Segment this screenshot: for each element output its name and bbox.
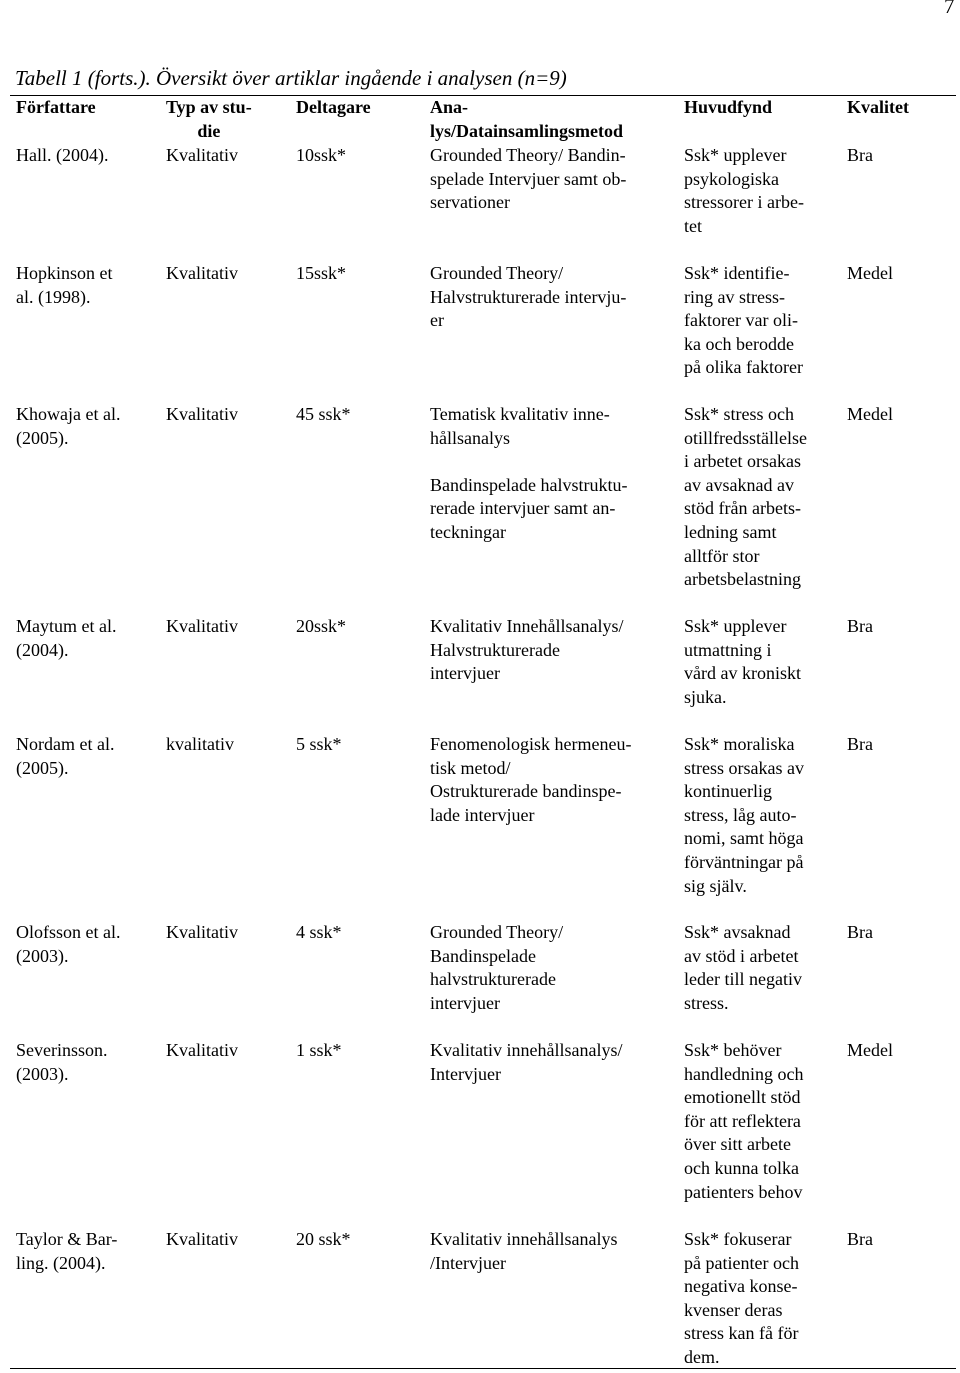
header-analys-line: Ana- [430,97,469,117]
cell-findings-line: Ssk* upplever [684,145,787,165]
cell-method-line: er [430,310,444,331]
cell-findings-line: sjuka. [684,686,727,707]
cell-findings-line: stress. [684,992,729,1013]
cell-author [16,1228,117,1275]
cell-method-line: intervjuer [430,992,500,1013]
cell-quality: Medel [847,1040,893,1060]
cell-method-line: halvstrukturerade [430,969,556,990]
cell-method-line: /Intervjuer [430,1252,506,1273]
cell-findings-line: ka och berodde [684,333,794,354]
cell-quality: Medel [847,404,893,424]
cell-findings-line: nomi, samt höga [684,828,804,849]
cell-method-line: Bandinspelade halvstruktu- [430,474,628,495]
cell-method-line: Kvalitativ innehållsanalys [430,1229,618,1249]
cell-findings-line: stress, låg auto- [684,804,797,825]
cell-findings-line: för att reflektera [684,1110,801,1131]
cell-author [16,733,114,780]
cell-author [16,403,120,450]
cell-findings-line: Ssk* stress och [684,404,795,424]
cell-method-line: Grounded Theory/ Bandin- [430,145,626,165]
cell-method-line: Bandinspelade [430,945,536,966]
header-analys-line: lys/Datainsamlingsmetod [430,120,624,141]
cell-author [16,144,108,168]
cell-author-line: Hall. (2004). [16,145,109,165]
cell-method-line: Kvalitativ innehållsanalys/ [430,1040,623,1060]
cell-method [430,403,627,545]
header-typ-line: Typ av stu- [166,97,252,117]
cell-author-line: Maytum et al. [16,616,117,636]
cell-method [430,262,626,333]
cell-findings [684,921,802,1015]
cell-author-line: Nordam et al. [16,734,115,754]
cell-findings-line: dem. [684,1346,720,1367]
cell-quality: Medel [847,263,893,283]
cell-method-line: tisk metod/ [430,757,511,778]
cell-findings-line: på olika faktorer [684,357,803,378]
cell-author [16,1039,108,1086]
cell-type: Kvalitativ [166,616,238,636]
cell-findings-line: faktorer var oli- [684,310,798,331]
cell-findings [684,615,801,709]
header-huvudfynd: Huvudfynd [684,97,773,117]
cell-method-line: Grounded Theory/ [430,922,564,942]
cell-method-line: Grounded Theory/ [430,263,564,283]
cell-method-line: intervjuer [430,663,500,684]
cell-method [430,144,626,215]
cell-findings-line: leder till negativ [684,969,802,990]
cell-author-line: (2005). [16,427,69,448]
table-bottom-rule [10,1368,956,1369]
cell-findings [684,144,804,238]
cell-author-line: Khowaja et al. [16,404,121,424]
cell-method [430,1228,617,1275]
cell-findings-line: kontinuerlig [684,781,772,802]
cell-findings-line: tet [684,215,702,236]
cell-author-line: Hopkinson et [16,263,113,283]
cell-participants: 45 ssk* [296,404,351,424]
cell-quality: Bra [847,145,873,165]
cell-author [16,262,113,309]
cell-findings-line: utmattning i [684,639,772,660]
header-deltagare: Deltagare [296,97,371,117]
cell-findings-line: Ssk* upplever [684,616,787,636]
cell-author-line: ling. (2004). [16,1252,106,1273]
cell-method [430,1039,622,1086]
page-number: 7 [944,0,955,18]
cell-findings-line: handledning och [684,1063,804,1084]
cell-method-line: Halvstrukturerade [430,639,560,660]
cell-method-line: Halvstrukturerade intervju- [430,286,627,307]
cell-quality: Bra [847,1229,873,1249]
cell-findings [684,262,803,380]
cell-findings-line: ring av stress- [684,286,785,307]
header-analys [430,96,623,143]
cell-method-line: Intervjuer [430,1063,501,1084]
cell-findings-line: patienters behov [684,1181,803,1202]
cell-findings-line: stressorer i arbe- [684,192,804,213]
cell-findings-line: stress orsakas av [684,757,804,778]
cell-findings-line: psykologiska [684,168,780,189]
cell-author-line: (2004). [16,639,69,660]
cell-method-line: teckningar [430,521,506,542]
cell-participants: 15ssk* [296,263,347,283]
cell-quality: Bra [847,616,873,636]
cell-type: Kvalitativ [166,404,238,424]
header-typ [166,96,252,143]
cell-findings [684,1228,799,1370]
cell-findings-line: på patienter och [684,1252,799,1273]
cell-method-line: Kvalitativ Innehållsanalys/ [430,616,624,636]
header-forfattare: Författare [16,97,96,117]
cell-author-line: Olofsson et al. [16,922,121,942]
cell-method [430,921,563,1015]
cell-participants: 1 ssk* [296,1040,342,1060]
cell-method-line: Fenomenologisk hermeneu- [430,734,632,754]
cell-method-line: lade intervjuer [430,804,535,825]
cell-type: kvalitativ [166,734,234,754]
cell-findings-line: stöd från arbets- [684,498,801,519]
cell-findings-line: stress kan få för [684,1323,799,1344]
cell-findings-line: Ssk* moraliska [684,734,795,754]
cell-participants: 4 ssk* [296,922,342,942]
cell-method-line: spelade Intervjuer samt ob- [430,168,627,189]
cell-type: Kvalitativ [166,145,238,165]
header-kvalitet: Kvalitet [847,97,909,117]
cell-findings-line: arbetsbelastning [684,569,801,590]
cell-findings-line: i arbetet orsakas [684,451,801,472]
cell-method-line: Tematisk kvalitativ inne- [430,404,610,424]
cell-findings-line: förväntningar på [684,851,804,872]
cell-quality: Bra [847,922,873,942]
cell-type: Kvalitativ [166,922,238,942]
cell-participants: 5 ssk* [296,734,342,754]
cell-findings-line: av avsaknad av [684,474,794,495]
cell-findings-line: Ssk* behöver [684,1040,782,1060]
cell-findings-line: över sitt arbete [684,1134,791,1155]
cell-method-line [430,450,627,474]
cell-findings-line: emotionellt stöd [684,1087,801,1108]
cell-findings-line: sig själv. [684,875,747,896]
cell-findings-line: vård av kroniskt [684,663,801,684]
cell-findings [684,733,804,898]
cell-findings-line: och kunna tolka [684,1157,799,1178]
cell-author [16,615,116,662]
cell-type: Kvalitativ [166,1040,238,1060]
cell-author-line: (2003). [16,1063,69,1084]
cell-author-line: (2005). [16,757,69,778]
cell-findings-line: alltför stor [684,545,760,566]
cell-findings-line: negativa konse- [684,1276,798,1297]
cell-findings-line: av stöd i arbetet [684,945,799,966]
cell-author-line: al. (1998). [16,286,91,307]
cell-findings-line: kvenser deras [684,1299,783,1320]
cell-method [430,733,631,827]
cell-findings-line: Ssk* fokuserar [684,1229,792,1249]
cell-findings-line: Ssk* identifie- [684,263,790,283]
cell-type: Kvalitativ [166,1229,238,1249]
cell-method-line: Ostrukturerade bandinspe- [430,781,622,802]
cell-findings-line: ledning samt [684,521,777,542]
cell-author-line: (2003). [16,945,69,966]
table-caption: Tabell 1 (forts.). Översikt över artiklar ingående i analysen (n=9) [15,66,567,90]
header-typ-line: die [197,120,221,141]
cell-method-line: hållsanalys [430,427,510,448]
cell-author-line: Taylor & Bar- [16,1229,118,1249]
cell-type: Kvalitativ [166,263,238,283]
cell-findings [684,403,807,592]
cell-quality: Bra [847,734,873,754]
cell-method-line: rerade intervjuer samt an- [430,498,616,519]
cell-method-line: servationer [430,192,510,213]
cell-findings-line: otillfredsställelse [684,427,807,448]
cell-author [16,921,120,968]
cell-author-line: Severinsson. [16,1040,108,1060]
cell-participants: 10ssk* [296,145,347,165]
cell-findings [684,1039,803,1204]
cell-participants: 20ssk* [296,616,347,636]
cell-findings-line: Ssk* avsaknad [684,922,791,942]
cell-method [430,615,623,686]
cell-participants: 20 ssk* [296,1229,351,1249]
